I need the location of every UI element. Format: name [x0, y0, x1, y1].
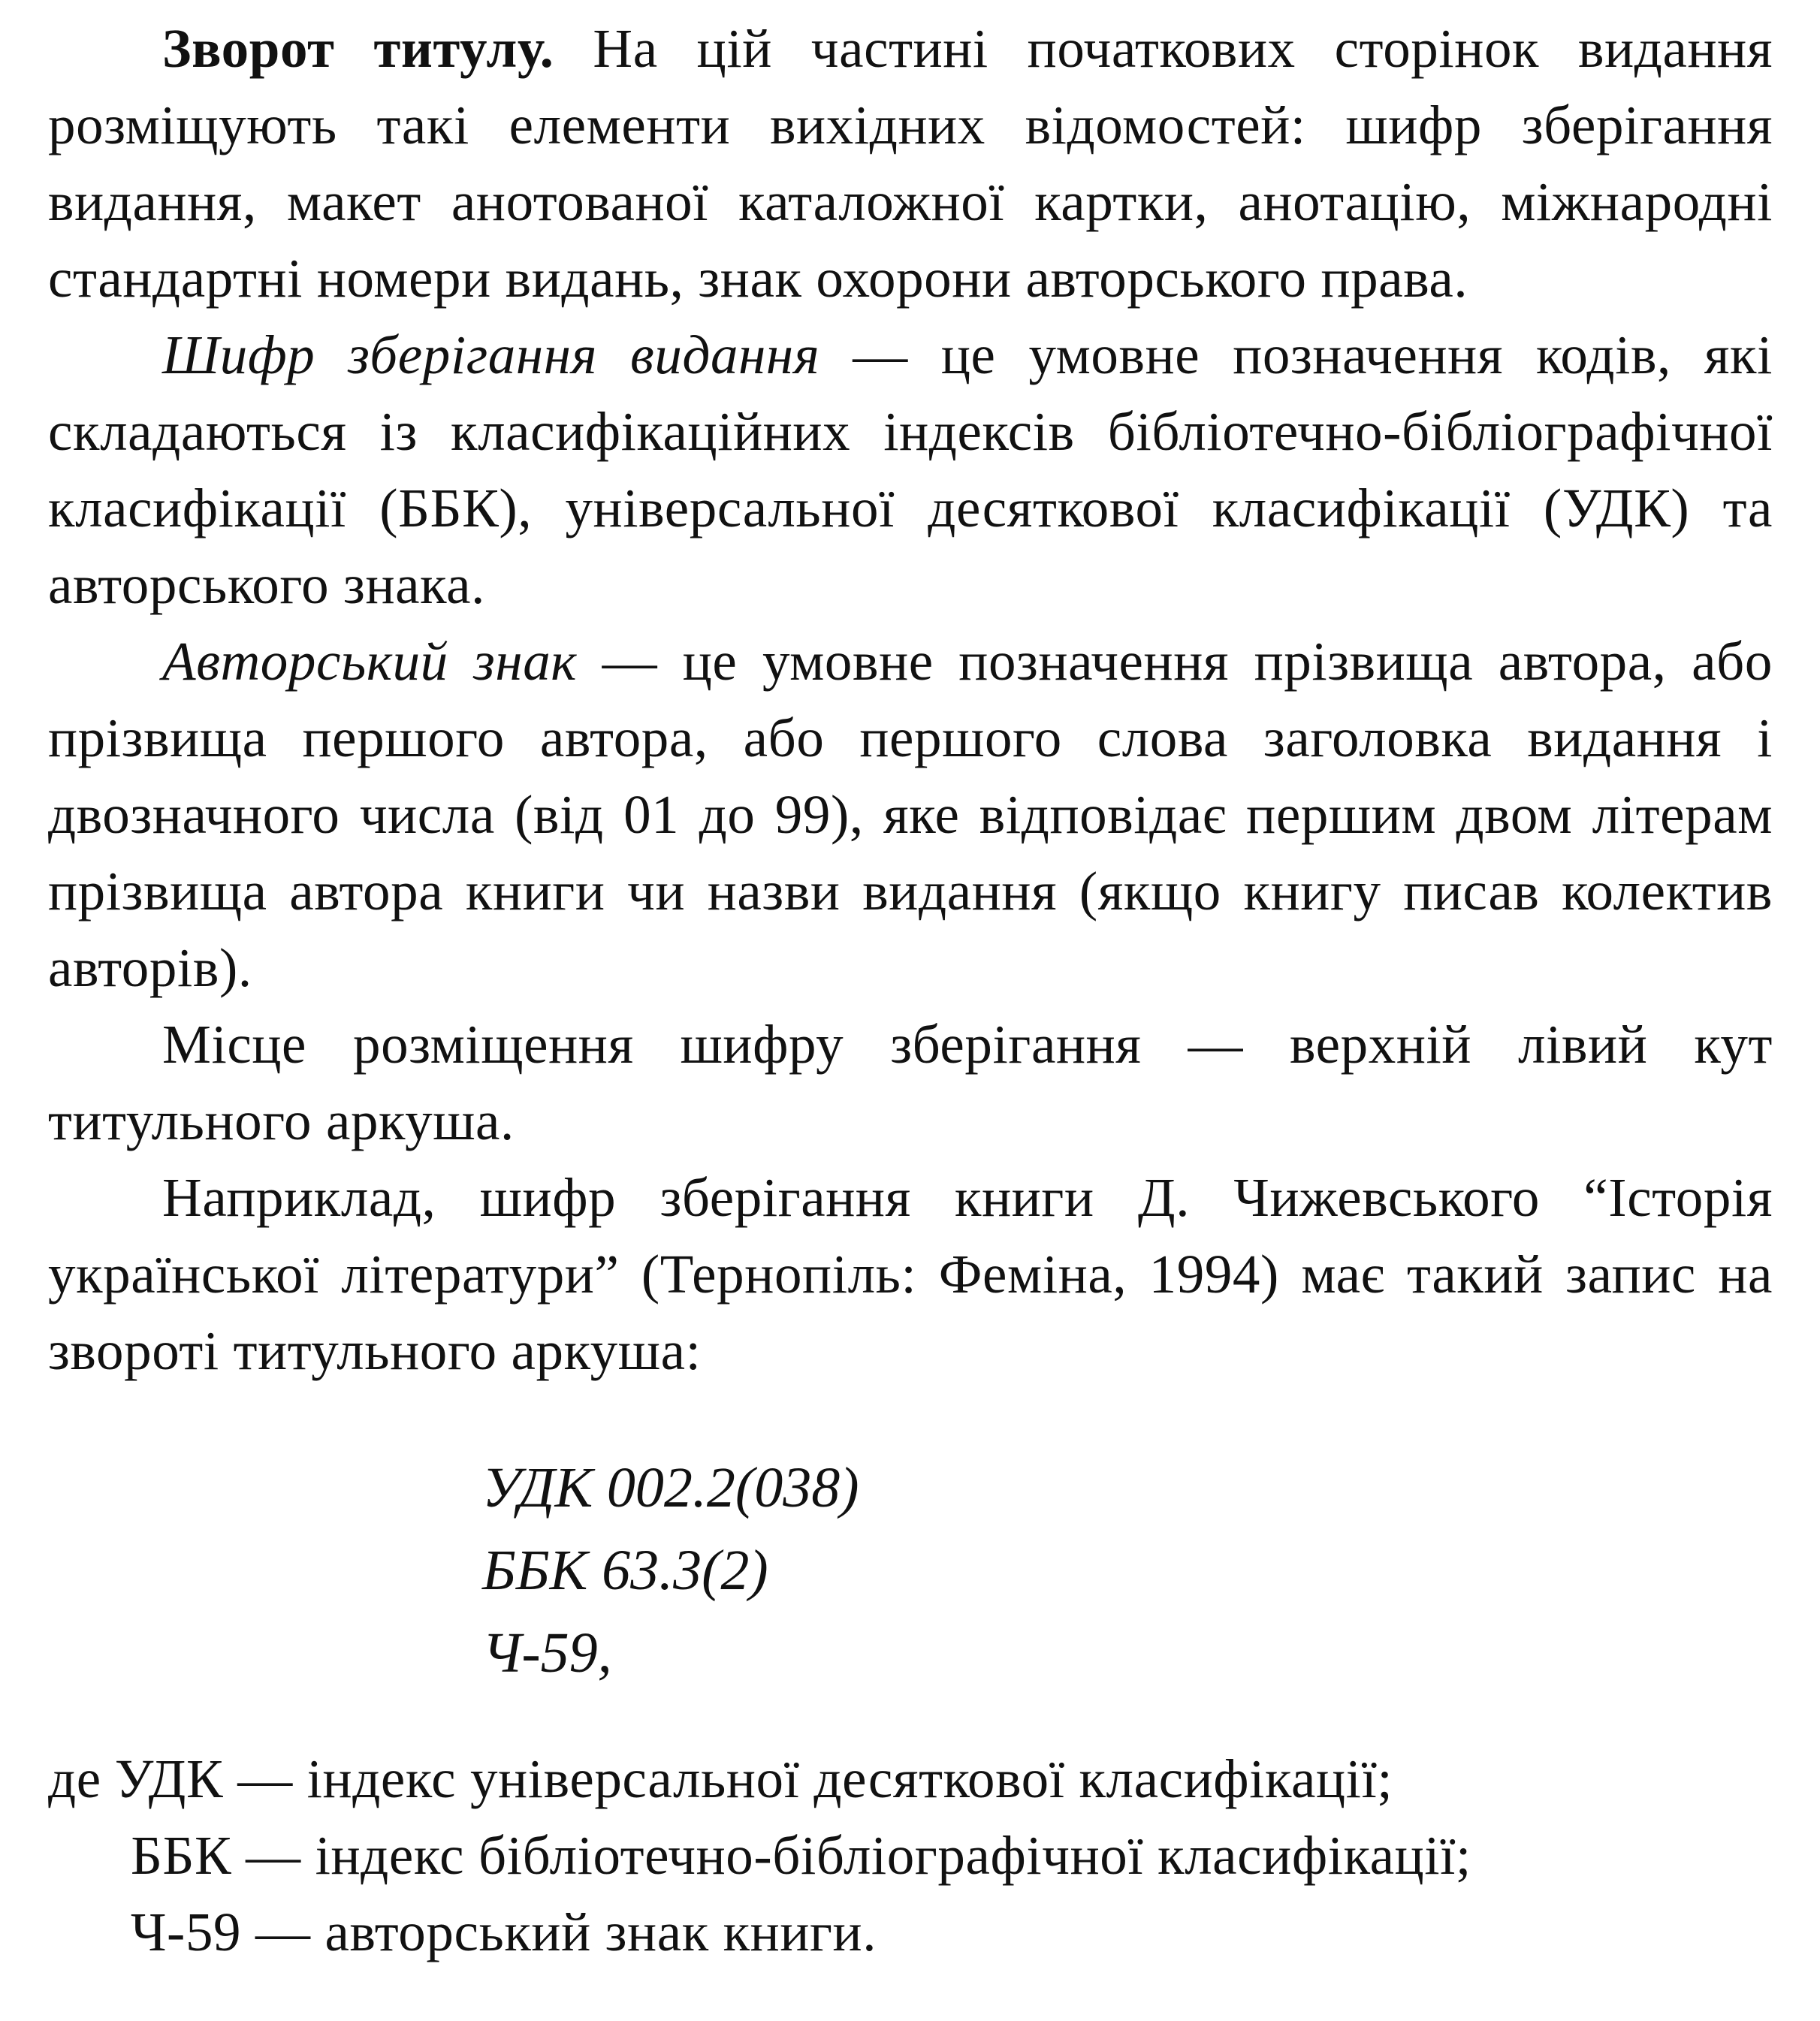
legend-text: ББК — індекс бібліотечно-бібліографічної класифікації; [131, 1825, 1471, 1886]
example-code-block [482, 1446, 1773, 1694]
legend-text: Ч-59 — авторський знак книги. [131, 1902, 877, 1962]
legend-item [48, 1741, 1773, 1817]
paragraph-text: — це умовне позначення кодів, які складаються із класифікаційних індексів бібліотечно-бібліографічної класифікації (ББК), універсальної десяткової класифікації (УДК) та авторського знака. [48, 324, 1773, 615]
code-author-sign: Ч-59, [482, 1621, 612, 1685]
text-column [48, 11, 1773, 1971]
paragraph-shelf-code [48, 317, 1773, 623]
paragraph-author-sign [48, 623, 1773, 1006]
defined-term: Авторський знак [162, 631, 578, 692]
defined-term: Шифр зберігання видання [162, 324, 820, 385]
paragraph-text: Наприклад, шифр зберігання книги Д. Чижевського “Історія української літератури” (Тернопіль: Феміна, 1994) має такий запис на звороті титульного аркуша: [48, 1167, 1773, 1381]
paragraph-text: Місце розміщення шифру зберігання — верхній лівий кут титульного аркуша. [48, 1014, 1773, 1151]
legend-text: УДК — індекс універсальної десяткової класифікації; [114, 1748, 1393, 1809]
paragraph-example [48, 1160, 1773, 1389]
paragraph-text: — це умовне позначення прізвища автора, або прізвища першого автора, або першого слова заголовка видання і двозначного числа (від 01 до 99), яке відповідає першим двом літерам прізвища автора книги чи назви видання (якщо книгу писав колектив авторів). [48, 631, 1773, 998]
legend-item [48, 1817, 1773, 1894]
paragraph-text: На цій частині початкових сторінок видання розміщують такі елементи вихідних відомостей: шифр зберігання видання, макет анотованої каталожної картки, анотацію, міжнародні стандартні номери видань, знак охорони авторського права. [48, 18, 1773, 309]
section-lead-term: Зворот титулу. [162, 18, 554, 79]
paragraph-verso-title [48, 11, 1773, 317]
code-legend [48, 1741, 1773, 1971]
code-bbk: ББК 63.3(2) [482, 1539, 768, 1602]
paragraph-placement [48, 1006, 1773, 1160]
legend-item [48, 1894, 1773, 1971]
code-udc: УДК 002.2(038) [482, 1456, 859, 1519]
legend-prefix: де [48, 1748, 101, 1809]
